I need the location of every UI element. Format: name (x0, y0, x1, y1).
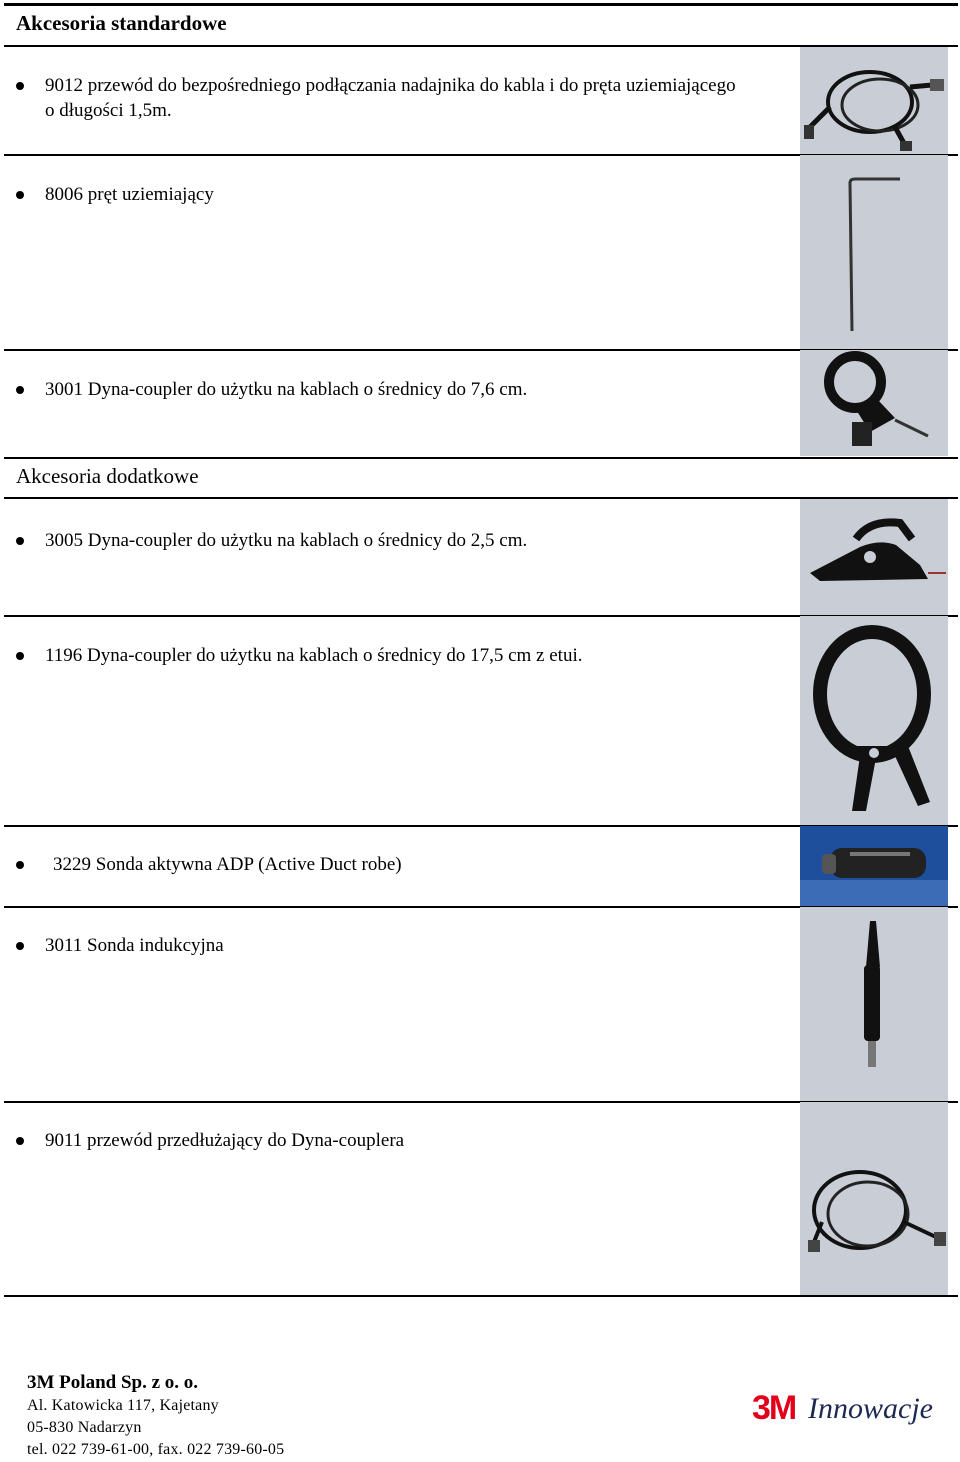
top-rule (4, 3, 958, 6)
cable-photo (800, 47, 948, 154)
item-text: 8006 pręt uziemiający (45, 184, 214, 205)
ground-rod-photo (800, 155, 948, 349)
item-text: 1196 Dyna-coupler do użytku na kablach o średnicy do 17,5 cm z etui. (45, 645, 583, 666)
list-item (16, 182, 776, 207)
item-text: 3005 Dyna-coupler do użytku na kablach o średnicy do 2,5 cm. (45, 530, 528, 551)
extension-cable-photo (800, 1102, 948, 1295)
item-text: 9011 przewód przedłużający do Dyna-couplera (45, 1130, 405, 1151)
induction-probe-photo (800, 907, 948, 1101)
item-text: 3001 Dyna-coupler do użytku na kablach o średnicy do 7,6 cm. (45, 379, 528, 400)
list-item (16, 73, 776, 123)
address-line: 05-830 Nadarzyn (27, 1419, 142, 1436)
bullet-icon (16, 942, 24, 950)
bullet-icon (16, 537, 24, 545)
list-item (16, 852, 776, 877)
item-text: 9012 przewód do bezpośredniego podłączania nadajnika do kabla i do pręta uziemiającego o długości 1,5m. (45, 75, 736, 121)
bullet-icon (16, 386, 24, 394)
bullet-icon (16, 191, 24, 199)
item-text: 3011 Sonda indukcyjna (45, 935, 224, 956)
section-heading-additional: Akcesoria dodatkowe (16, 464, 199, 488)
address-line: Al. Katowicka 117, Kajetany (27, 1397, 219, 1414)
logo-tagline: Innowacje (808, 1392, 933, 1425)
bullet-icon (16, 1137, 24, 1145)
phone-line: tel. 022 739-61-00, fax. 022 739-60-05 (27, 1441, 285, 1458)
large-coupler-photo (800, 616, 948, 825)
section-heading-standard: Akcesoria standardowe (16, 11, 227, 35)
item-text: 3229 Sonda aktywna ADP (Active Duct robe) (53, 854, 402, 875)
list-item (16, 377, 776, 402)
coupler-photo (800, 350, 948, 456)
bullet-icon (16, 82, 24, 90)
list-item (16, 1128, 776, 1153)
company-name: 3M Poland Sp. z o. o. (27, 1372, 199, 1393)
list-item (16, 933, 776, 958)
duct-probe-photo (800, 826, 948, 906)
list-item (16, 528, 776, 553)
rule (4, 457, 958, 459)
bullet-icon (16, 652, 24, 660)
rule (4, 1295, 958, 1297)
3m-logo: 3M (752, 1389, 796, 1427)
small-coupler-photo (800, 499, 948, 615)
list-item (16, 643, 776, 668)
bullet-icon (16, 861, 24, 869)
